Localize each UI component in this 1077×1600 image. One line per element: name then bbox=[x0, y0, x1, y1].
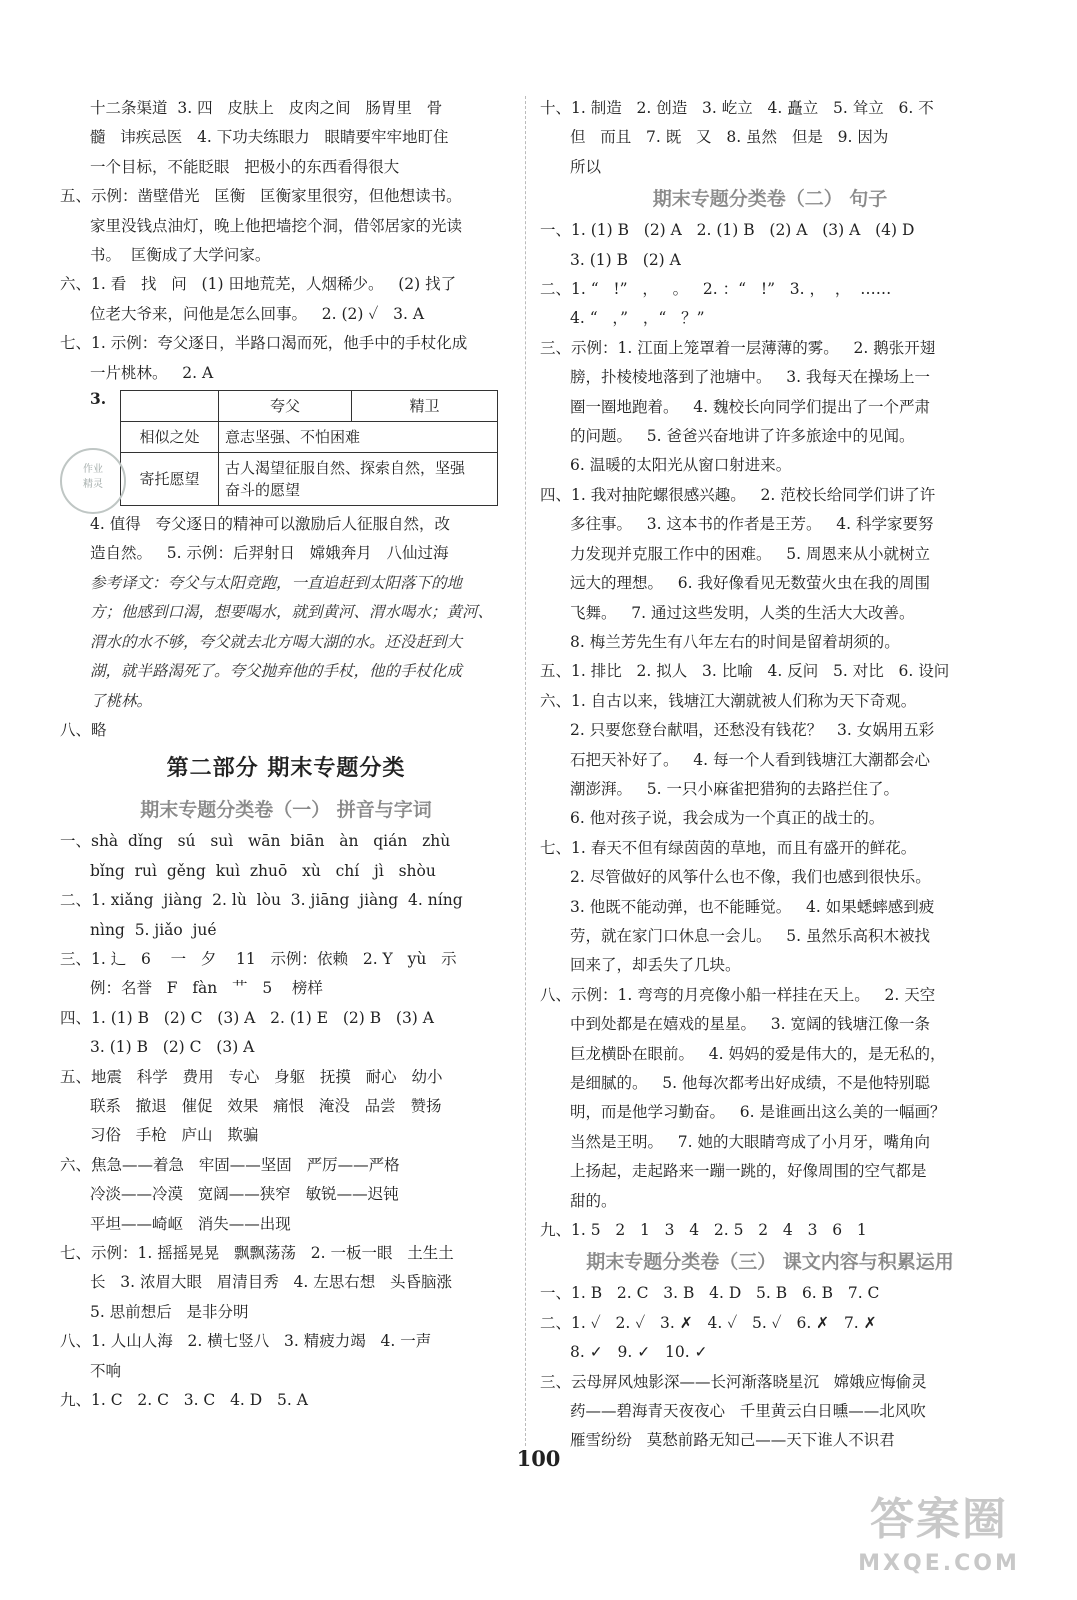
answer-line: 一、shà dǐng sú suì wān biān àn qián zhù bbox=[60, 832, 451, 851]
answer-line: 一片桃林。 2. A bbox=[90, 363, 214, 382]
answer-line: 十二条渠道 3. 四 皮肤上 皮肉之间 肠胃里 骨 bbox=[90, 99, 443, 117]
answer-line: 巨龙横卧在眼前。 4. 妈妈的爱是伟大的，是无私的， bbox=[570, 1044, 946, 1063]
section-heading: 期末专题分类卷（一） 拼音与字词 bbox=[140, 799, 432, 822]
table-cell-line: 古人渴望征服自然、探索自然，坚强 bbox=[225, 459, 466, 478]
answer-line: 8. ✓ 9. ✓ 10. ✓ bbox=[570, 1343, 708, 1362]
answer-line: 五、1. 排比 2. 拟人 3. 比喻 4. 反问 5. 对比 6. 设问 bbox=[540, 662, 950, 681]
answer-line: 冷淡——冷漠 宽阔——狭窄 敏锐——迟钝 bbox=[90, 1185, 399, 1204]
answer-line: 药——碧海青天夜夜心 千里黄云白日曛——北风吹 bbox=[570, 1402, 926, 1421]
answer-line: 联系 撤退 催促 效果 痛恨 淹没 品尝 赞扬 bbox=[90, 1096, 442, 1115]
table-cell: 寄托愿望 bbox=[121, 453, 219, 506]
table-cell-line: 奋斗的愿望 bbox=[225, 481, 301, 500]
answer-line: 三、云母屏风烛影深——长河渐落晓星沉 嫦娥应悔偷灵 bbox=[540, 1372, 927, 1391]
answer-line: 四、1. 我对抽陀螺很感兴趣。 2. 范校长给同学们讲了许 bbox=[540, 485, 936, 504]
answer-line: 3. (1) B (2) C (3) A bbox=[90, 1038, 255, 1057]
left-column bbox=[60, 94, 512, 1415]
answer-line: 的问题。 5. 爸爸兴奋地讲了许多旅途中的见闻。 bbox=[570, 427, 915, 446]
answer-table-block bbox=[60, 390, 512, 506]
answer-line: 八、略 bbox=[60, 720, 107, 739]
answer-line: 圈一圈地跑着。 4. 魏校长向同学们提出了一个严肃 bbox=[570, 397, 930, 416]
watermark-url: MXQE.COM bbox=[858, 1551, 1020, 1576]
answer-line: 三、示例：1. 江面上笼罩着一层薄薄的雾。 2. 鹅张开翅 bbox=[540, 338, 936, 357]
answer-line: 甜的。 bbox=[570, 1191, 617, 1210]
answer-line: 八、示例：1. 弯弯的月亮像小船一样挂在天上。 2. 天空 bbox=[540, 985, 936, 1004]
table-header-cell bbox=[121, 391, 219, 422]
answer-line: 一、1. B 2. C 3. B 4. D 5. B 6. B 7. C bbox=[540, 1284, 880, 1303]
answer-line: 一个目标，不能眨眼 把极小的东西看得很大 bbox=[90, 157, 400, 176]
answer-line: 潮澎湃。 5. 一只小麻雀把猎狗的去路拦住了。 bbox=[570, 779, 899, 798]
answer-line: 三、1. 辶 6 一 夕 11 示例：依赖 2. Y yù 示 bbox=[60, 949, 457, 968]
watermark-logo bbox=[839, 1490, 1039, 1590]
section-heading: 期末专题分类卷（三） 课文内容与积累运用 bbox=[586, 1251, 954, 1274]
answer-line: 多往事。 3. 这本书的作者是王芳。 4. 科学家要努 bbox=[570, 515, 934, 534]
answer-line: 七、1. 示例：夸父逐日，半路口渴而死，他手中的手杖化成 bbox=[60, 334, 468, 353]
answer-line: 六、1. 自古以来，钱塘江大潮就被人们称为天下奇观。 bbox=[540, 691, 917, 710]
answer-line: 二、1. xiǎng jiàng 2. lù lòu 3. jiāng jiàng 4. níng bbox=[60, 891, 463, 910]
answer-line: 参考译文：夸父与太阳竞跑，一直追赶到太阳落下的地 bbox=[90, 574, 463, 592]
table-row bbox=[121, 453, 498, 506]
answer-line: 例：名誉 F fàn 艹 5 榜样 bbox=[90, 979, 323, 998]
answer-line: 3. (1) B (2) A bbox=[570, 250, 681, 269]
answer-line: 4. 值得 夸父逐日的精神可以激励后人征服自然，改 bbox=[90, 515, 450, 534]
answer-line: 二、1. “ !” ， 。 2. ：“ !” 3. ， ， …… bbox=[540, 280, 892, 299]
answer-line: 力发现并克服工作中的困难。 5. 周恩来从小就树立 bbox=[570, 544, 930, 563]
part-heading: 第二部分 期末专题分类 bbox=[166, 756, 406, 782]
table-cell: 意志坚强、不怕困难 bbox=[219, 422, 498, 453]
answer-line: 石把天补好了。 4. 每一个人看到钱塘江大潮都会心 bbox=[570, 750, 930, 769]
answer-line: 平坦——崎岖 消失——出现 bbox=[90, 1214, 291, 1233]
answer-line: 回来了，却丢失了几块。 bbox=[570, 956, 741, 975]
answer-line: 不响 bbox=[90, 1361, 122, 1380]
answer-line: 2. 只要您登台献唱，还愁没有钱花？ 3. 女娲用五彩 bbox=[570, 721, 935, 740]
section-heading: 期末专题分类卷（二） 句子 bbox=[652, 188, 888, 211]
answer-line: 五、地震 科学 费用 专心 身躯 抚摸 耐心 幼小 bbox=[60, 1067, 443, 1086]
answer-line: 方；他感到口渴，想要喝水，就到黄河、渭水喝水；黄河、 bbox=[90, 604, 494, 622]
answer-line: bǐng ruì gěng kuì zhuō xù chí jì shòu bbox=[90, 861, 436, 880]
table-header-cell: 精卫 bbox=[352, 391, 498, 422]
watermark-text: 答案圈 bbox=[870, 1494, 1008, 1545]
answer-line: 九、1. C 2. C 3. C 4. D 5. A bbox=[60, 1391, 308, 1410]
answer-line: 家里没钱点油灯，晚上他把墙挖个洞，借邻居家的光读 bbox=[90, 216, 463, 235]
answer-line: 6. 温暖的太阳光从窗口射进来。 bbox=[570, 456, 792, 475]
right-column bbox=[540, 94, 1000, 1456]
answer-line: 当然是王明。 7. 她的大眼睛弯成了小月牙，嘴角向 bbox=[570, 1132, 930, 1151]
answer-line: 膀，扑棱棱地落到了池塘中。 3. 我每天在操场上一 bbox=[570, 368, 930, 387]
answer-line: 8. 梅兰芳先生有八年左右的时间是留着胡须的。 bbox=[570, 632, 900, 651]
answer-line: 长 3. 浓眉大眼 眉清目秀 4. 左思右想 头昏脑涨 bbox=[90, 1273, 453, 1292]
answer-line: 所以 bbox=[570, 157, 602, 176]
table-header-row bbox=[121, 391, 498, 422]
answer-line: 书。 匡衡成了大学问家。 bbox=[90, 246, 271, 265]
stamp-text-1: 作业 bbox=[83, 464, 103, 476]
column-divider bbox=[525, 96, 526, 1446]
answer-line: 七、示例：1. 摇摇晃晃 飘飘荡荡 2. 一板一眼 土生土 bbox=[60, 1244, 454, 1262]
answer-line: 6. 他对孩子说，我会成为一个真正的战士的。 bbox=[570, 809, 885, 828]
table-cell bbox=[219, 453, 498, 506]
answer-line: 飞舞。 7. 通过这些发明，人类的生活大大改善。 bbox=[570, 603, 915, 622]
answer-line: 造自然。 5. 示例：后羿射日 嫦娥奔月 八仙过海 bbox=[90, 544, 449, 563]
answer-line: 髓 讳疾忌医 4. 下功夫练眼力 眼睛要牢牢地盯住 bbox=[90, 128, 449, 147]
answer-line: 位老大爷来，问他是怎么回事。 2. (2) ✓ 3. A bbox=[90, 304, 425, 323]
answer-line: 九、1. 5 2 1 3 4 2. 5 2 4 3 6 1 bbox=[540, 1221, 867, 1240]
answer-line: 二、1. ✓ 2. ✓ 3. ✗ 4. ✓ 5. ✓ 6. ✗ 7. ✗ bbox=[540, 1313, 877, 1332]
answer-line: 一、1. (1) B (2) A 2. (1) B (2) A (3) A (4) D bbox=[540, 221, 915, 240]
answer-line: 湖，就半路渴死了。夸父抛弃他的手杖，他的手杖化成 bbox=[90, 663, 463, 681]
answer-line: 习俗 手枪 庐山 欺骗 bbox=[90, 1126, 259, 1145]
answer-line: 上扬起，走起路来一蹦一跳的，好像周围的空气都是 bbox=[570, 1162, 927, 1181]
answer-line: 六、焦急——着急 牢固——坚固 严厉——严格 bbox=[60, 1155, 400, 1174]
answer-line: 是细腻的。 5. 他每次都考出好成绩，不是他特别聪 bbox=[570, 1074, 930, 1092]
answer-line: 五、示例：凿壁借光 匡衡 匡衡家里很穷，但他想读书。 bbox=[60, 187, 462, 206]
answer-line: 七、1. 春天不但有绿茵茵的草地，而且有盛开的鲜花。 bbox=[540, 838, 917, 857]
answer-line: 明，而是他学习勤奋。 6. 是谁画出这么美的一幅画？ bbox=[570, 1103, 946, 1122]
table-number: 3. bbox=[90, 389, 107, 409]
answer-line: 中到处都是在嬉戏的星星。 3. 宽阔的钱塘江像一条 bbox=[570, 1015, 930, 1034]
answer-line: 四、1. (1) B (2) C (3) A 2. (1) E (2) B (3) A bbox=[60, 1008, 434, 1027]
answer-line: 十、1. 制造 2. 创造 3. 屹立 4. 矗立 5. 耸立 6. 不 bbox=[540, 99, 934, 117]
stamp-logo bbox=[60, 448, 126, 514]
table-row bbox=[121, 422, 498, 453]
answer-line: 2. 尽管做好的风筝什么也不像，我们也感到很快乐。 bbox=[570, 868, 931, 887]
answer-line: 雁雪纷纷 莫愁前路无知己——天下谁人不识君 bbox=[570, 1431, 895, 1450]
table-cell: 相似之处 bbox=[121, 422, 219, 453]
answer-line: 4. “ ，” ，“ ？” bbox=[570, 309, 705, 328]
answer-line: 劳，就在家门口休息一会儿。 5. 虽然乐高积木被找 bbox=[570, 926, 930, 945]
answer-line: nìng 5. jiǎo jué bbox=[90, 920, 217, 939]
stamp-text-2: 精灵 bbox=[83, 479, 103, 491]
answer-line: 八、1. 人山人海 2. 横七竖八 3. 精疲力竭 4. 一声 bbox=[60, 1332, 432, 1351]
answer-line: 远大的理想。 6. 我好像看见无数萤火虫在我的周围 bbox=[570, 574, 930, 593]
answer-line: 5. 思前想后 是非分明 bbox=[90, 1302, 249, 1321]
answer-line: 六、1. 看 找 问 (1) 田地荒芜，人烟稀少。 (2) 找了 bbox=[60, 275, 457, 294]
answer-line: 3. 他既不能动弹，也不能睡觉。 4. 如果蟋蟀感到疲 bbox=[570, 897, 935, 916]
page-number: 100 bbox=[516, 1446, 561, 1471]
answer-line: 渭水的水不够，夸父就去北方喝大湖的水。还没赶到大 bbox=[90, 633, 463, 651]
answer-line: 但 而且 7. 既 又 8. 虽然 但是 9. 因为 bbox=[570, 128, 889, 147]
comparison-table bbox=[120, 390, 498, 506]
table-header-cell: 夸父 bbox=[219, 391, 352, 422]
answer-line: 了桃林。 bbox=[90, 692, 153, 710]
